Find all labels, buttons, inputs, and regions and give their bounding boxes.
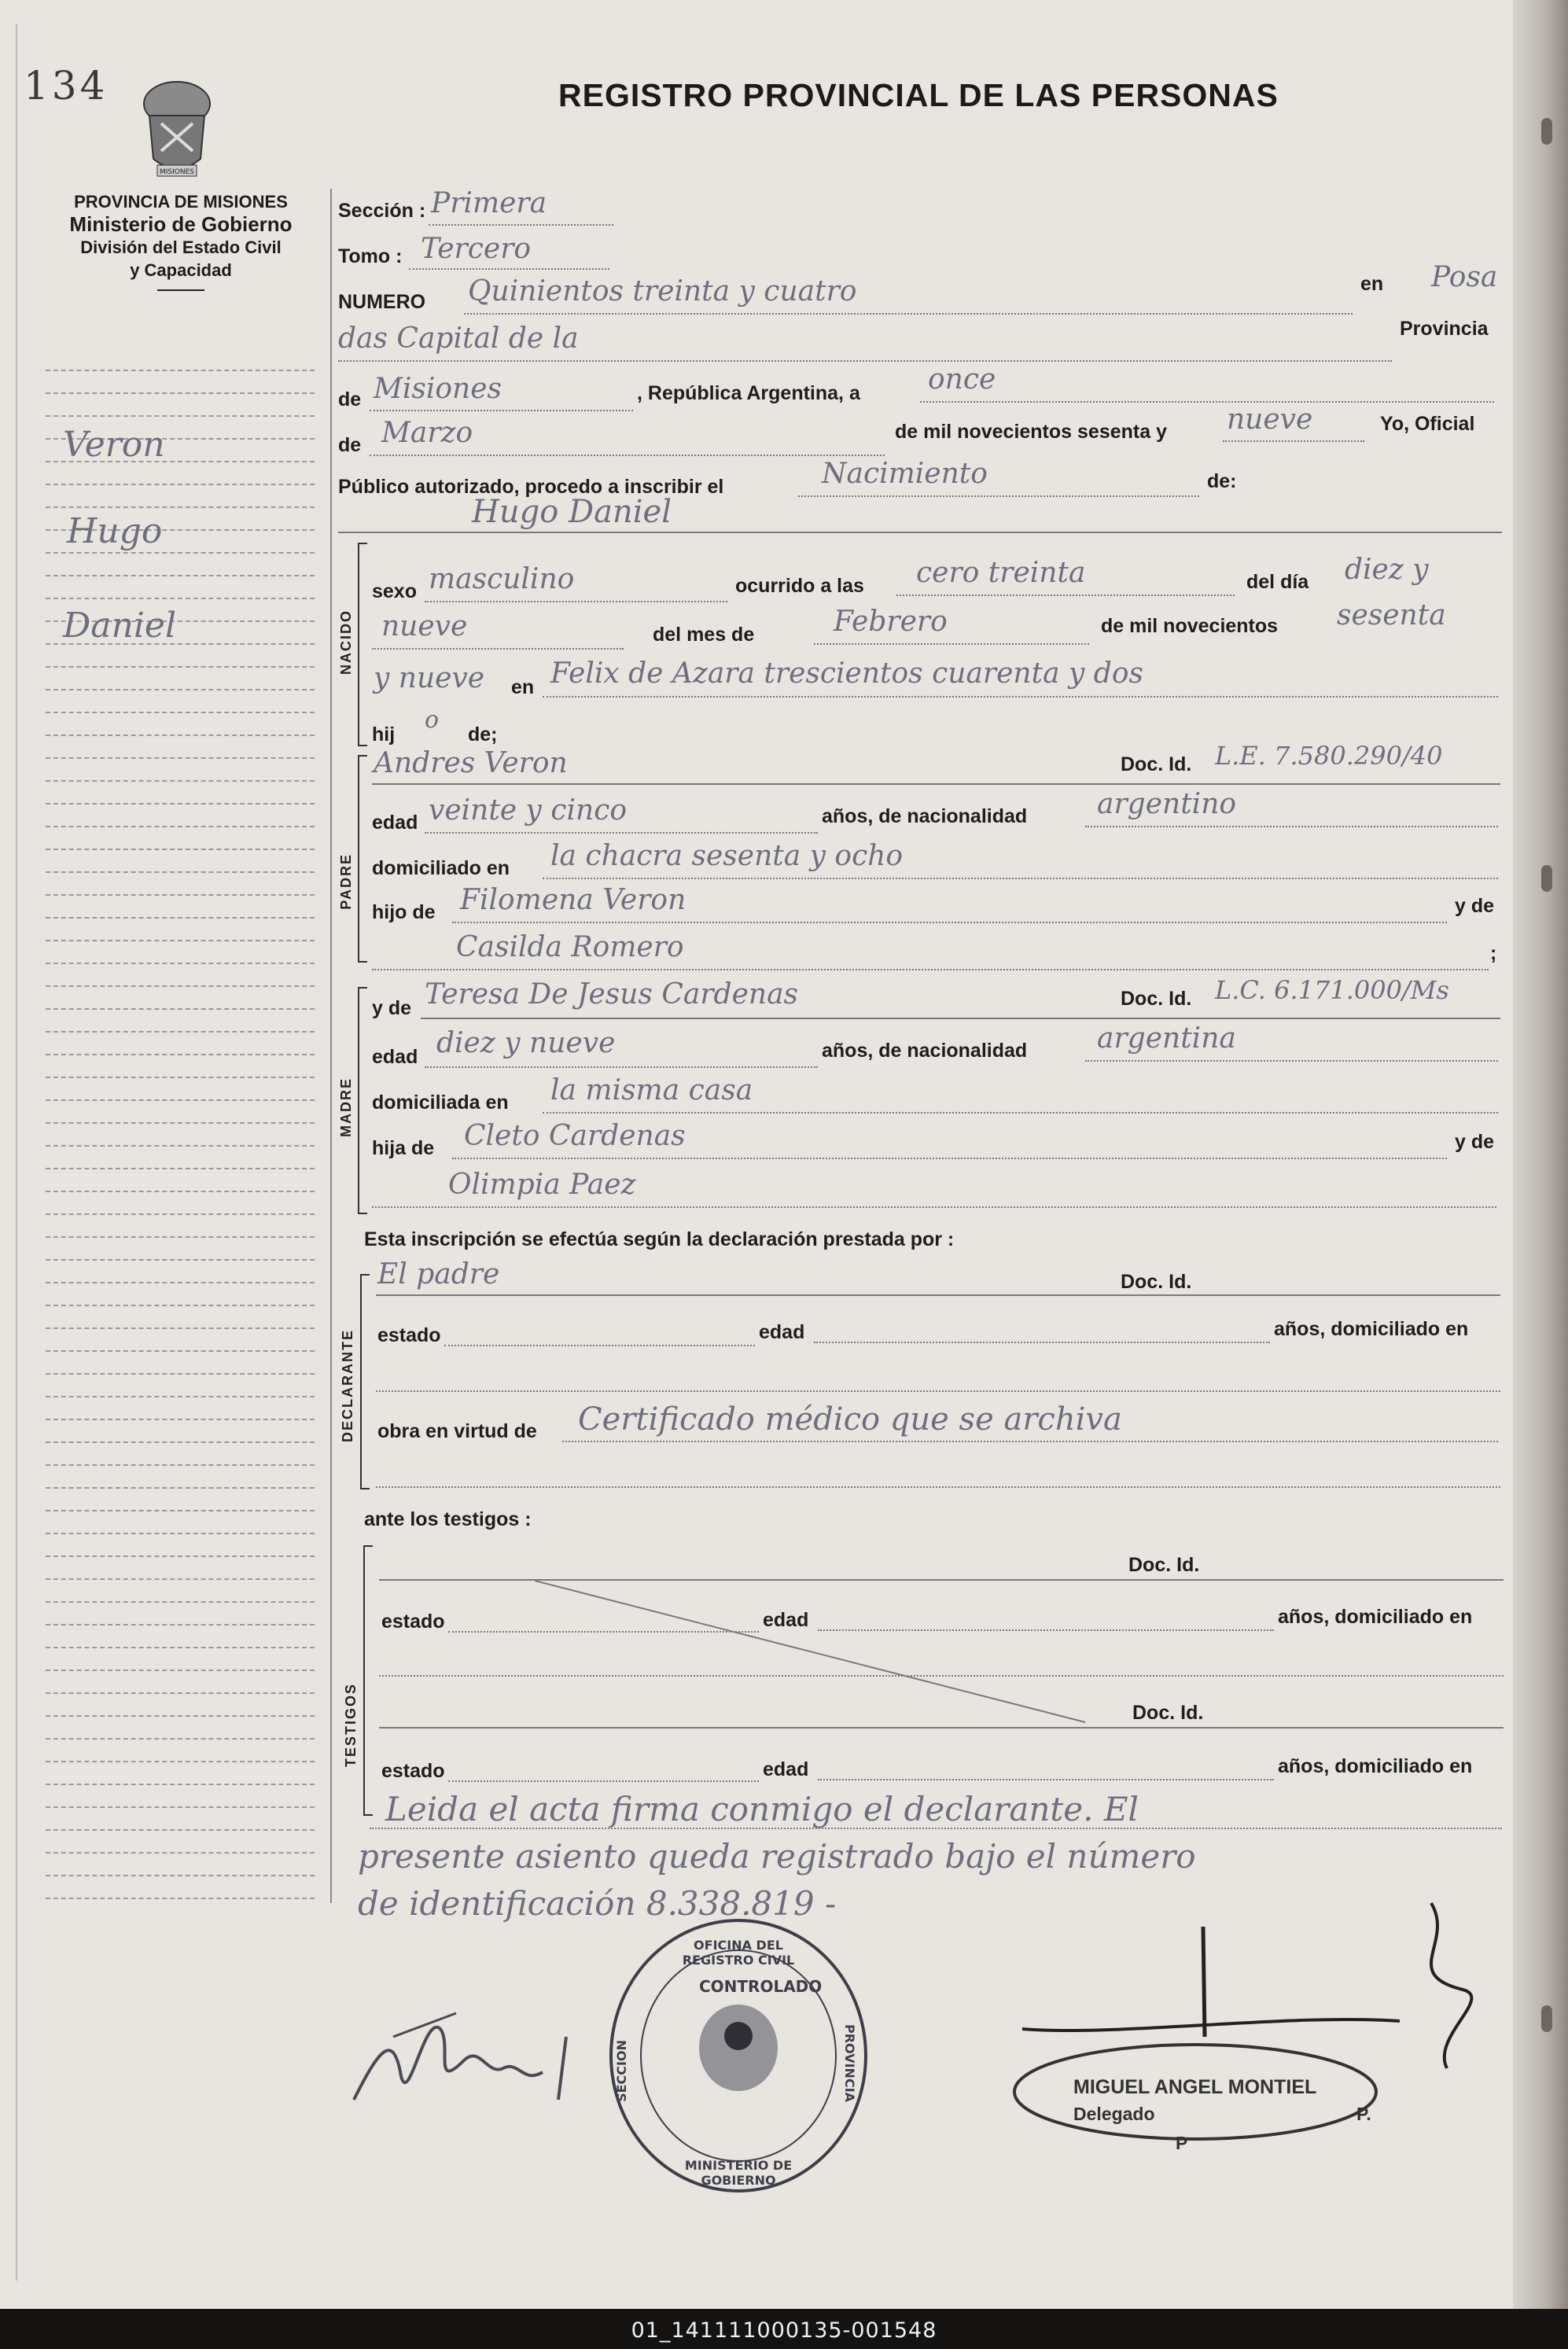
madre-nac-value: argentina [1097,1022,1236,1055]
dotted-line [814,1342,1270,1343]
margin-rule [46,1077,315,1078]
padre-y-de-value: Casilda Romero [456,931,684,963]
margin-rule [46,1692,315,1694]
margin-rule [46,1373,315,1375]
testigo2-anios-label: años, domiciliado en [1278,1755,1473,1777]
margin-rule [46,917,315,919]
margin-rule [46,894,315,896]
dia-nac-value-cont: nueve [381,610,468,642]
declarante-doc-label: Doc. Id. [1121,1271,1192,1293]
padre-doc-label: Doc. Id. [1121,753,1192,775]
section-bracket [358,987,367,1214]
dia-nac-value: diez y [1345,554,1429,586]
province-emblem-icon [126,72,228,182]
dotted-line [444,1345,755,1346]
obra-value: Certificado médico que se archiva [578,1401,1122,1438]
padre-edad-label: edad [372,812,418,834]
publico-label: Público autorizado, procedo a inscribir el [338,476,724,498]
madre-y-de-label: y de [1455,1131,1495,1153]
acto-value: Nacimiento [822,458,988,490]
madre-domicilio-label: domiciliada en [372,1092,509,1114]
madre-domicilio-value: la misma casa [550,1074,753,1106]
binding-edge [1513,0,1568,2309]
dotted-line [818,1779,1274,1780]
nombre-value: Hugo Daniel [472,494,672,530]
obra-label: obra en virtud de [377,1420,537,1442]
dotted-line [1085,826,1498,827]
official-role: Delegado [1073,2104,1155,2124]
section-padre: PADRE [338,853,354,910]
ministry-line: División del Estado Civil [80,237,282,257]
stamp-top-text: OFICINA DEL REGISTRO CIVIL [682,1938,795,1968]
mes-nac-value: Febrero [834,606,948,638]
rule-line [376,1294,1500,1296]
section-bracket [358,755,367,963]
dotted-line [429,224,613,226]
margin-rule [46,780,315,782]
dotted-line [543,878,1498,879]
de-colon-label: de: [1207,470,1237,492]
section-bracket [358,543,367,746]
margin-rule [46,1327,315,1329]
testigo1-estado-label: estado [381,1611,445,1633]
semicolon-label: ; [1490,942,1497,964]
image-caption: 01_141111000135-001548 [631,2318,937,2343]
testigo1-doc-label: Doc. Id. [1128,1554,1200,1576]
margin-surname: Veron [63,425,165,465]
signature-official [959,1880,1510,2163]
dotted-line [376,1390,1500,1392]
padre-doc-value: L.E. 7.580.290/40 [1215,741,1443,771]
ministry-line: Ministerio de Gobierno [69,212,293,236]
madre-y-de-value: Olimpia Paez [448,1169,636,1201]
margin-rule [46,575,315,576]
margin-rule [46,1191,315,1192]
inscripcion-label: Esta inscripción se efectúa según la declaración prestada por : [364,1228,955,1250]
ocurrido-label: ocurrido a las [735,575,864,597]
margin-rule [46,1305,315,1306]
dotted-line [562,1441,1498,1442]
ministry-header [31,190,330,291]
nota-line3: de identificación 8.338.819 - [358,1884,837,1923]
hij-de-label: de; [468,723,498,746]
margin-rule [46,940,315,941]
padre-hijo-de-label: hijo de [372,901,436,923]
padre-anios-label: años, de nacionalidad [822,805,1028,827]
testigo1-anios-label: años, domiciliado en [1278,1606,1473,1628]
margin-rule [46,1875,315,1876]
signature-declarante [346,1982,598,2123]
stamp-bottom-text: MINISTERIO DE GOBIERNO [684,2158,793,2188]
madre-y-de-label: y de [372,997,412,1019]
page-title: REGISTRO PROVINCIAL DE LAS PERSONAS [558,77,1279,113]
margin-rule [46,1282,315,1283]
numero-value: Quinientos treinta y cuatro [468,275,857,307]
dotted-line [1223,440,1364,442]
dotted-line [1085,1060,1498,1062]
margin-rule [46,1419,315,1420]
dotted-line [543,1112,1498,1114]
margin-rule [46,963,315,964]
padre-edad-value: veinte y cinco [429,794,628,827]
declarante-anios-label: años, domiciliado en [1274,1318,1469,1340]
margin-rule [46,1396,315,1397]
dotted-line [409,268,609,270]
binding-hole [1541,865,1552,892]
stamp-right-text: PROVINCIA [842,2024,857,2103]
madre-hija-de-label: hija de [372,1137,435,1159]
margin-rule [46,598,315,599]
ministry-line: y Capacidad [130,260,232,280]
page-number: 134 [24,63,109,109]
madre-nombre-value: Teresa De Jesus Cardenas [425,978,799,1011]
de-mil-label: de mil novecientos [1101,615,1279,637]
ante-testigos-label: ante los testigos : [364,1508,532,1530]
dotted-line [798,495,1199,497]
numero-label: NUMERO [338,291,426,313]
strike-diagonal [535,1581,1101,1730]
margin-rule [46,370,315,371]
anio-nac-value-cont: y nueve [374,662,485,694]
madre-doc-value: L.C. 6.171.000/Ms [1215,975,1449,1005]
margin-rule [46,1715,315,1717]
emblem-label: MISIONES [159,168,195,176]
margin-rule [46,1236,315,1238]
margin-rule [46,1898,315,1899]
margin-rule [46,849,315,850]
dotted-line [452,922,1447,923]
margin-rule [46,871,315,873]
del-mes-label: del mes de [653,624,755,646]
dotted-line [425,601,727,602]
de-label: de [338,388,362,411]
official-name: MIGUEL ANGEL MONTIEL [1073,2076,1317,2098]
margin-rule [46,552,315,554]
section-madre: MADRE [338,1077,354,1137]
tomo-value: Tercero [421,233,532,265]
margin-rule [46,1054,315,1055]
section-declarante: DECLARANTE [340,1329,355,1442]
dotted-line [425,832,818,834]
anio-nac-value: sesenta [1337,599,1446,631]
hij-value: o [425,706,440,734]
sexo-value: masculino [429,563,575,595]
lugar-nac-value: Felix de Azara trescientos cuarenta y dos [550,657,1143,690]
margin-rule [46,735,315,736]
margin-rule [46,1122,315,1124]
form-border [330,189,332,1903]
dotted-line [425,1066,818,1068]
padre-domicilio-value: la chacra sesenta y ocho [550,840,904,872]
margin-rule [46,803,315,804]
sexo-label: sexo [372,580,417,602]
page-margin-line [16,24,17,2281]
section-bracket [360,1274,370,1489]
margin-rule [46,985,315,987]
madre-edad-value: diez y nueve [436,1027,616,1059]
margin-rule [46,415,315,417]
margin-rule [46,689,315,690]
provincia-value: Misiones [374,373,502,405]
de-label: de [338,434,362,456]
margin-rule [46,1624,315,1626]
anio-value: nueve [1227,403,1313,436]
margin-rule [46,1259,315,1261]
madre-hija-de-value: Cleto Cardenas [464,1120,686,1152]
margin-rule [46,1168,315,1169]
ministry-line: PROVINCIA DE MISIONES [74,192,288,212]
margin-second-name: Daniel [63,606,177,646]
padre-nombre-value: Andres Veron [374,747,568,779]
madre-anios-label: años, de nacionalidad [822,1040,1028,1062]
madre-edad-label: edad [372,1046,418,1068]
stamp-emblem-icon [691,2001,786,2095]
margin-rule [46,1601,315,1603]
seccion-value: Primera [431,187,547,219]
margin-rule [46,666,315,668]
dotted-line [338,360,1392,362]
section-testigos: TESTIGOS [343,1683,359,1768]
margin-rule [46,1008,315,1010]
margin-given-name: Hugo [67,511,163,551]
margin-rule [46,1031,315,1033]
dotted-line [372,969,1489,970]
dotted-line [448,1780,759,1782]
padre-domicilio-label: domiciliado en [372,857,510,879]
dotted-line [543,696,1498,698]
provincia-label: Provincia [1400,318,1489,340]
margin-rule [46,1145,315,1147]
dotted-line [464,313,1353,315]
margin-rule [46,1441,315,1443]
margin-rule [46,1761,315,1762]
mes-value: Marzo [381,417,473,449]
tomo-label: Tomo : [338,245,403,267]
stamp-left-text: SECCION [614,2040,629,2102]
margin-rule [46,506,315,508]
padre-nac-value: argentino [1097,788,1237,820]
margin-rule [46,1464,315,1466]
binding-hole [1541,118,1552,145]
margin-rule [46,1738,315,1740]
margin-rule [46,826,315,827]
testigo1-edad-label: edad [763,1609,809,1631]
declarante-value: El padre [377,1258,500,1290]
margin-rule [46,1099,315,1101]
declarante-estado-label: estado [377,1324,441,1346]
declarante-edad-label: edad [759,1321,805,1343]
rule-line [421,1018,1500,1019]
dotted-line [452,1158,1447,1159]
seccion-label: Sección : [338,200,426,222]
margin-rule [46,1487,315,1489]
madre-doc-label: Doc. Id. [1121,988,1192,1010]
rule-line [338,532,1502,533]
dotted-line [370,455,885,456]
margin-rule [46,1213,315,1215]
margin-rule [46,1350,315,1352]
en-label: en [1360,273,1384,295]
section-bracket [363,1545,373,1816]
dotted-line [370,410,633,411]
testigo2-edad-label: edad [763,1758,809,1780]
yo-oficial-label: Yo, Oficial [1380,413,1475,435]
dotted-line [814,643,1089,645]
binding-hole [1541,2005,1552,2032]
margin-rule [46,392,315,394]
stamp-center-text: CONTROLADO [699,1977,823,1996]
margin-rule [46,1829,315,1831]
testigo2-estado-label: estado [381,1760,445,1782]
del-dia-label: del día [1246,571,1309,593]
hij-label: hij [372,723,396,746]
section-nacido: NACIDO [338,609,354,675]
margin-rule [46,1533,315,1534]
dia-value: once [928,363,996,396]
republica-label: , República Argentina, a [637,382,860,404]
margin-rule [46,1806,315,1808]
official-stamp [609,1919,867,2193]
margin-rule [46,1578,315,1580]
margin-rule [46,1784,315,1785]
en-nac-label: en [511,676,535,698]
official-po: P [1176,2133,1188,2153]
margin-rule [46,1852,315,1854]
divider [157,289,204,291]
padre-y-de-label: y de [1455,895,1495,917]
margin-rule [46,757,315,759]
official-suffix: P. [1356,2104,1371,2124]
nota-line2: presente asiento queda registrado bajo el número [358,1837,1196,1876]
margin-rule [46,712,315,713]
rule-line [372,783,1500,785]
lugar-value: Posa [1431,261,1498,293]
margin-rule [46,484,315,485]
dotted-line [372,648,624,650]
margin-rule [46,1556,315,1557]
nota-line1: Leida el acta firma conmigo el declarante. El [385,1790,1139,1828]
margin-rule [46,1510,315,1511]
testigo2-doc-label: Doc. Id. [1132,1702,1204,1724]
dotted-line [896,595,1235,596]
dotted-line [372,1206,1496,1208]
lugar-value-cont: das Capital de la [338,322,579,355]
padre-hijo-de-value: Filomena Veron [460,884,686,916]
hora-value: cero treinta [916,557,1086,589]
dotted-line [920,401,1494,403]
mil-sesenta-label: de mil novecientos sesenta y [895,421,1167,443]
dotted-line [376,1486,1500,1488]
margin-rule [46,1670,315,1671]
margin-rule [46,1647,315,1648]
